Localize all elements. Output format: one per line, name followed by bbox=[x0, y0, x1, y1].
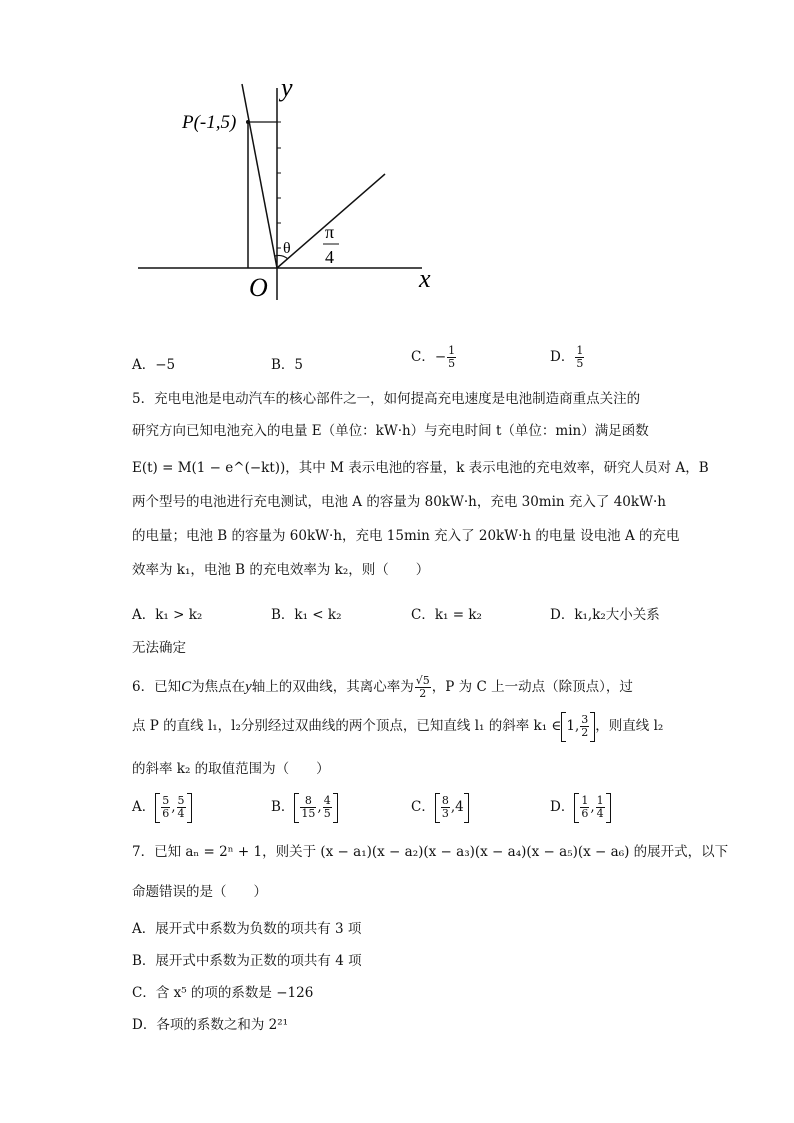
q5-line-1: 5．充电电池是电动汽车的核心部件之一，如何提高充电速度是电池制造商重点关注的 bbox=[132, 391, 641, 407]
fraction: $\frac{5}{4}$ bbox=[177, 794, 185, 820]
q5-line-2: 研究方向已知电池充入的电量 E（单位：kW·h）与充电时间 t（单位：min）满足函数 bbox=[132, 423, 649, 439]
q4-option-c-fraction: $\frac{1}{5}$ bbox=[448, 344, 456, 370]
q6-option-b-label: B． bbox=[271, 799, 295, 815]
q6-line-2-b: ，则直线 l₂ bbox=[595, 718, 664, 734]
q6-line-2-a: 点 P 的直线 l₁，l₂分别经过双曲线的两个顶点，已知直线 l₁ 的斜率 k₁ ∈ bbox=[132, 718, 562, 734]
q7-option-a[interactable]: A．展开式中系数为负数的项共有 3 项 bbox=[132, 921, 362, 937]
angle-numerator: π bbox=[325, 222, 335, 242]
q7-line-2: 命题错误的是（ ） bbox=[132, 884, 267, 900]
q6-line-1-e: 轴上的双曲线，其离心率为 bbox=[251, 679, 414, 695]
q4-option-d-fraction: $\frac{1}{5}$ bbox=[576, 344, 584, 370]
left-bracket bbox=[574, 793, 579, 823]
q7-option-d[interactable]: D．各项的系数之和为 2²¹ bbox=[132, 1017, 289, 1033]
fraction: $\frac{8}{15}$ bbox=[301, 794, 316, 820]
left-bracket bbox=[435, 793, 440, 823]
q6-line-3: 的斜率 k₂ 的取值范围为（ ） bbox=[132, 761, 330, 777]
fraction: $\frac{8}{3}$ bbox=[441, 794, 449, 820]
q4-option-c-prefix: C．− bbox=[411, 349, 447, 365]
q6-option-a-label: A． bbox=[132, 799, 156, 815]
q5-line-6: 效率为 k₁，电池 B 的充电效率为 k₂，则（ ） bbox=[132, 562, 430, 578]
right-bracket bbox=[333, 793, 338, 823]
q6-line-1-a: 6．已知 bbox=[132, 679, 182, 695]
q6-line-1-f: ，P 为 C 上一动点（除顶点），过 bbox=[431, 679, 633, 695]
left-bracket bbox=[155, 793, 160, 823]
q5-option-d[interactable]: D．k₁,k₂大小关系 bbox=[550, 607, 660, 623]
q4-option-d[interactable] bbox=[550, 345, 585, 370]
q6-option-b[interactable]: B． $\frac{8}{15}$ , $\frac{4}{5}$ bbox=[271, 792, 338, 823]
q4-option-b-text: B．5 bbox=[271, 357, 304, 373]
q7-option-c[interactable]: C．含 x⁵ 的项的系数是 −126 bbox=[132, 985, 314, 1001]
q5-line-4: 两个型号的电池进行充电测试，电池 A 的容量为 80kW·h，充电 30min 充入了 40kW·h bbox=[132, 494, 666, 510]
right-bracket bbox=[606, 793, 611, 823]
q6-range-start: 1, bbox=[566, 718, 580, 734]
q6-option-d[interactable]: D． $\frac{1}{6}$ , $\frac{1}{4}$ bbox=[550, 792, 611, 823]
q6-eccentricity: $\frac{√5}{2}$ bbox=[415, 674, 430, 700]
right-bracket bbox=[464, 793, 469, 823]
q6-range-end: $\frac{3}{2}$ bbox=[581, 713, 589, 739]
q6-option-d-label: D． bbox=[550, 799, 575, 815]
q6-option-c-label: C． bbox=[411, 799, 435, 815]
angle-denominator: 4 bbox=[325, 247, 334, 267]
fraction: $\frac{4}{5}$ bbox=[323, 794, 331, 820]
q7-line-1: 7．已知 aₙ = 2ⁿ + 1，则关于 (x − a₁)(x − a₂)(x − a₃)(x − a₄)(x − a₅)(x − a₆) 的展开式，以下 bbox=[132, 844, 729, 860]
left-bracket bbox=[294, 793, 299, 823]
q5-option-d-continued: 无法确定 bbox=[132, 640, 186, 656]
q4-option-c[interactable] bbox=[411, 345, 457, 370]
coordinate-figure bbox=[130, 70, 450, 310]
q6-option-c-value: ,4 bbox=[450, 799, 464, 815]
q6-var-C: C bbox=[181, 679, 192, 695]
q5-option-c[interactable]: C．k₁ = k₂ bbox=[411, 607, 482, 623]
theta-label: θ bbox=[283, 240, 291, 257]
q4-option-b[interactable] bbox=[271, 353, 303, 373]
q5-option-a[interactable]: A．k₁ > k₂ bbox=[132, 607, 203, 623]
q6-var-y: y bbox=[245, 679, 252, 695]
q6-option-c[interactable] bbox=[411, 792, 469, 823]
q6-line-1-c: 为焦点在 bbox=[191, 679, 246, 695]
q4-option-a-text: A．−5 bbox=[132, 357, 176, 373]
q6-option-a[interactable]: A． $\frac{5}{6}$ , $\frac{5}{4}$ bbox=[132, 792, 192, 823]
point-P bbox=[246, 120, 250, 124]
y-axis-label: y bbox=[281, 73, 293, 102]
q6-line-1 bbox=[132, 672, 633, 702]
q6-line-2 bbox=[132, 711, 663, 742]
fraction: $\frac{5}{6}$ bbox=[162, 794, 170, 820]
x-axis-label: x bbox=[419, 264, 431, 293]
q4-option-d-prefix: D． bbox=[550, 349, 575, 365]
q5-option-b[interactable]: B．k₁ < k₂ bbox=[271, 607, 342, 623]
right-bracket bbox=[187, 793, 192, 823]
q5-line-3: E(t) = M(1 − e^(−kt))，其中 M 表示电池的容量，k 表示电池的充电效率，研究人员对 A，B bbox=[132, 460, 709, 476]
point-P-label: P(-1,5) bbox=[182, 112, 237, 133]
fraction: $\frac{1}{6}$ bbox=[581, 794, 589, 820]
fraction: $\frac{1}{4}$ bbox=[596, 794, 604, 820]
q5-line-5: 的电量；电池 B 的容量为 60kW·h，充电 15min 充入了 20kW·h 的电量 设电池 A 的充电 bbox=[132, 528, 680, 544]
origin-label: O bbox=[249, 273, 268, 302]
q4-option-a[interactable] bbox=[132, 353, 175, 373]
q7-option-b[interactable]: B．展开式中系数为正数的项共有 4 项 bbox=[132, 953, 362, 969]
